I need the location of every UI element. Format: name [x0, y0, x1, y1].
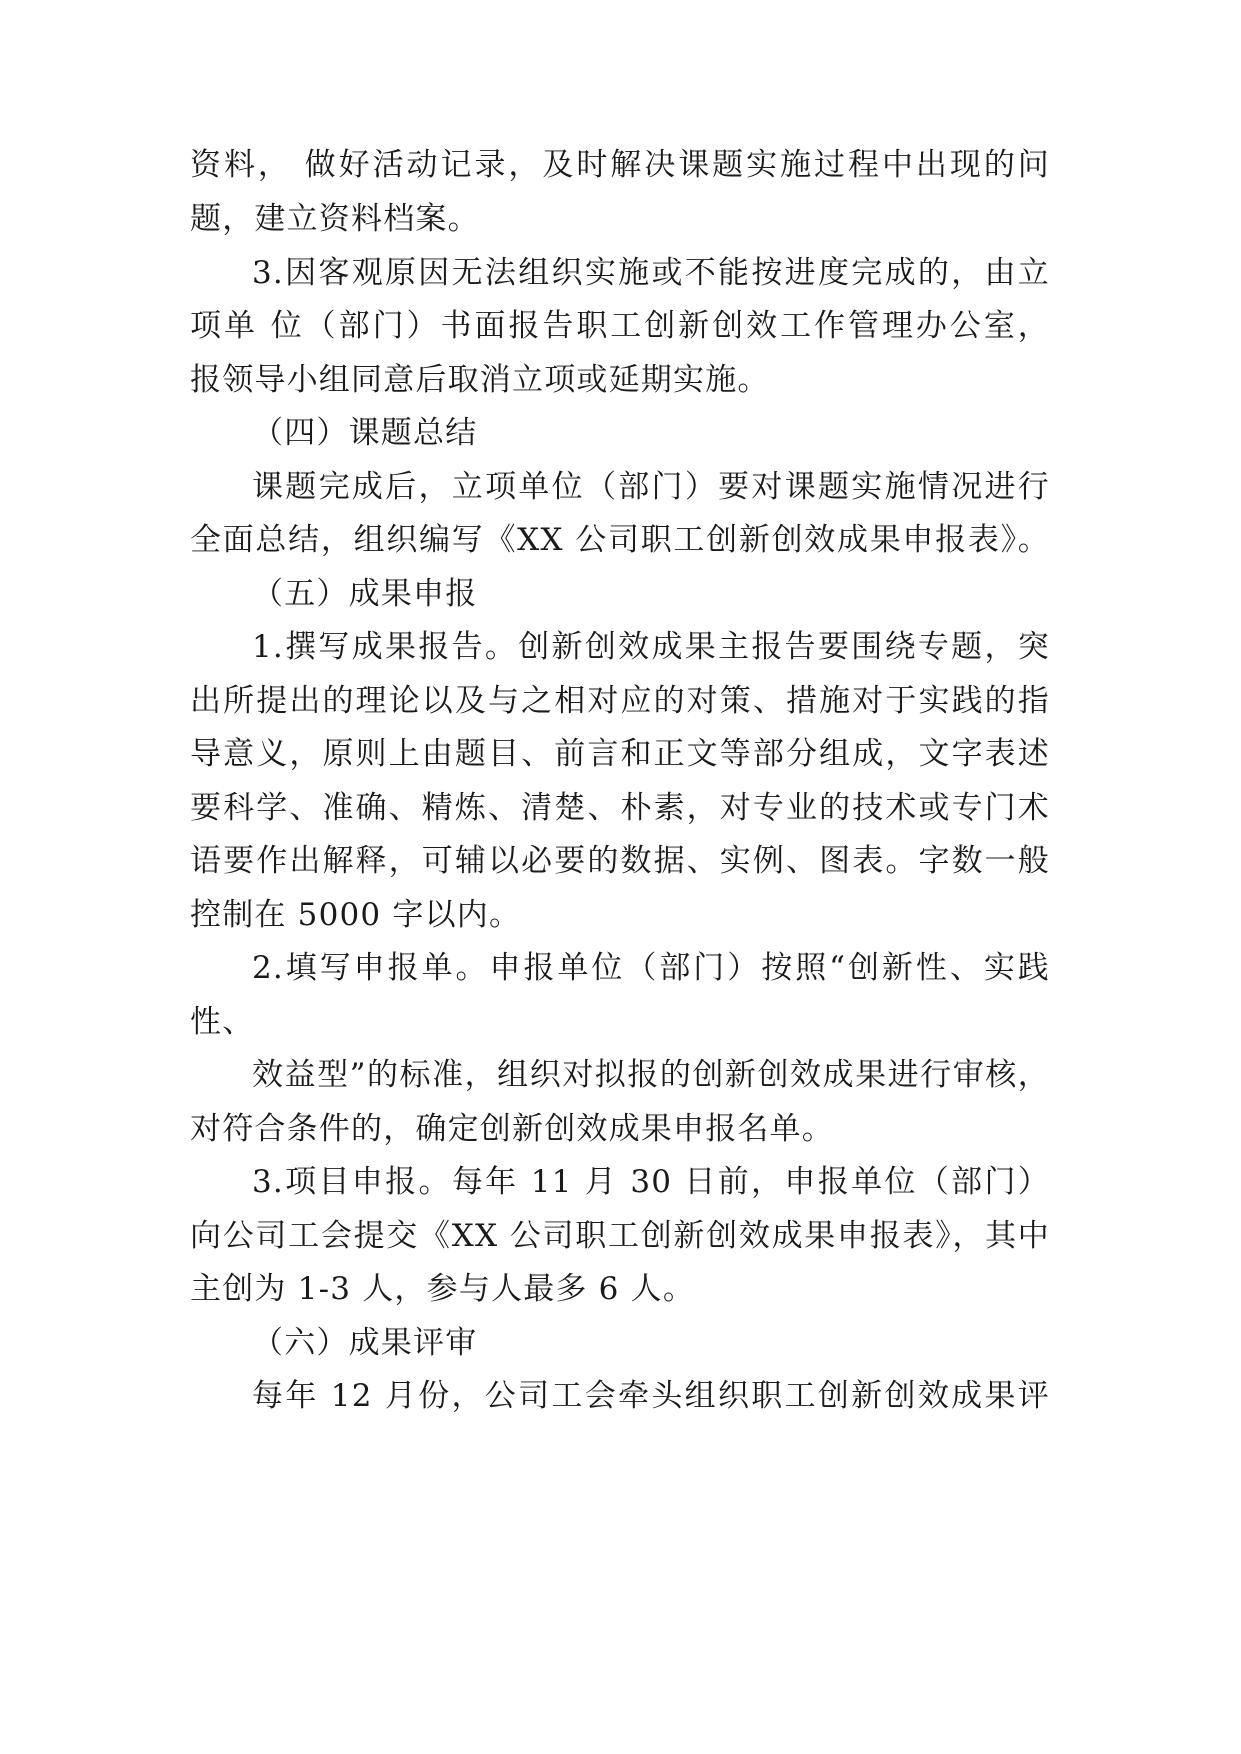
body-text-line: 性、 — [190, 1004, 255, 1040]
body-text-line: 语要作出解释，可辅以必要的数据、实例、图表。字数一般 — [190, 843, 1050, 879]
section-heading: （六）成果评审 — [252, 1325, 478, 1361]
body-text-line: 1.撰写成果报告。创新创效成果主报告要围绕专题，突 — [252, 629, 1050, 665]
body-text-line: 项单 位（部门）书面报告职工创新创效工作管理办公室， — [190, 308, 1050, 344]
body-text-line: 对符合条件的，确定创新创效成果申报名单。 — [190, 1111, 834, 1147]
body-text-line: 资料， 做好活动记录，及时解决课题实施过程中出现的问 — [190, 147, 1050, 183]
body-text-line: 2.填写申报单。申报单位（部门）按照“创新性、实践 — [252, 950, 1050, 986]
body-text-line: 题，建立资料档案。 — [190, 201, 480, 237]
body-text-line: 控制在 5000 字以内。 — [190, 897, 522, 933]
section-heading: （四）课题总结 — [252, 415, 478, 451]
body-text-line: 向公司工会提交《XX 公司职工创新创效成果申报表》，其中 — [190, 1218, 1050, 1254]
body-text-line: 主创为 1-3 人，参与人最多 6 人。 — [190, 1271, 696, 1307]
body-text-line: 报领导小组同意后取消立项或延期实施。 — [190, 362, 770, 398]
body-text-line: 导意义，原则上由题目、前言和正文等部分组成，文字表述 — [190, 736, 1050, 772]
body-text-line: 3.因客观原因无法组织实施或不能按进度完成的，由立 — [252, 255, 1050, 291]
body-text-line: 全面总结，组织编写《XX 公司职工创新创效成果申报表》。 — [190, 522, 1050, 558]
body-text-line: 效益型”的标准，组织对拟报的创新创效成果进行审核， — [252, 1057, 1050, 1093]
section-heading: （五）成果申报 — [252, 576, 478, 612]
body-text-line: 要科学、准确、精炼、清楚、朴素，对专业的技术或专门术 — [190, 790, 1050, 826]
body-text-line: 每年 12 月份，公司工会牵头组织职工创新创效成果评 — [252, 1378, 1050, 1414]
body-text-line: 3.项目申报。每年 11 月 30 日前，申报单位（部门） — [252, 1164, 1050, 1200]
body-text-line: 出所提出的理论以及与之相对应的对策、措施对于实践的指 — [190, 683, 1050, 719]
body-text-line: 课题完成后，立项单位（部门）要对课题实施情况进行 — [252, 469, 1050, 505]
